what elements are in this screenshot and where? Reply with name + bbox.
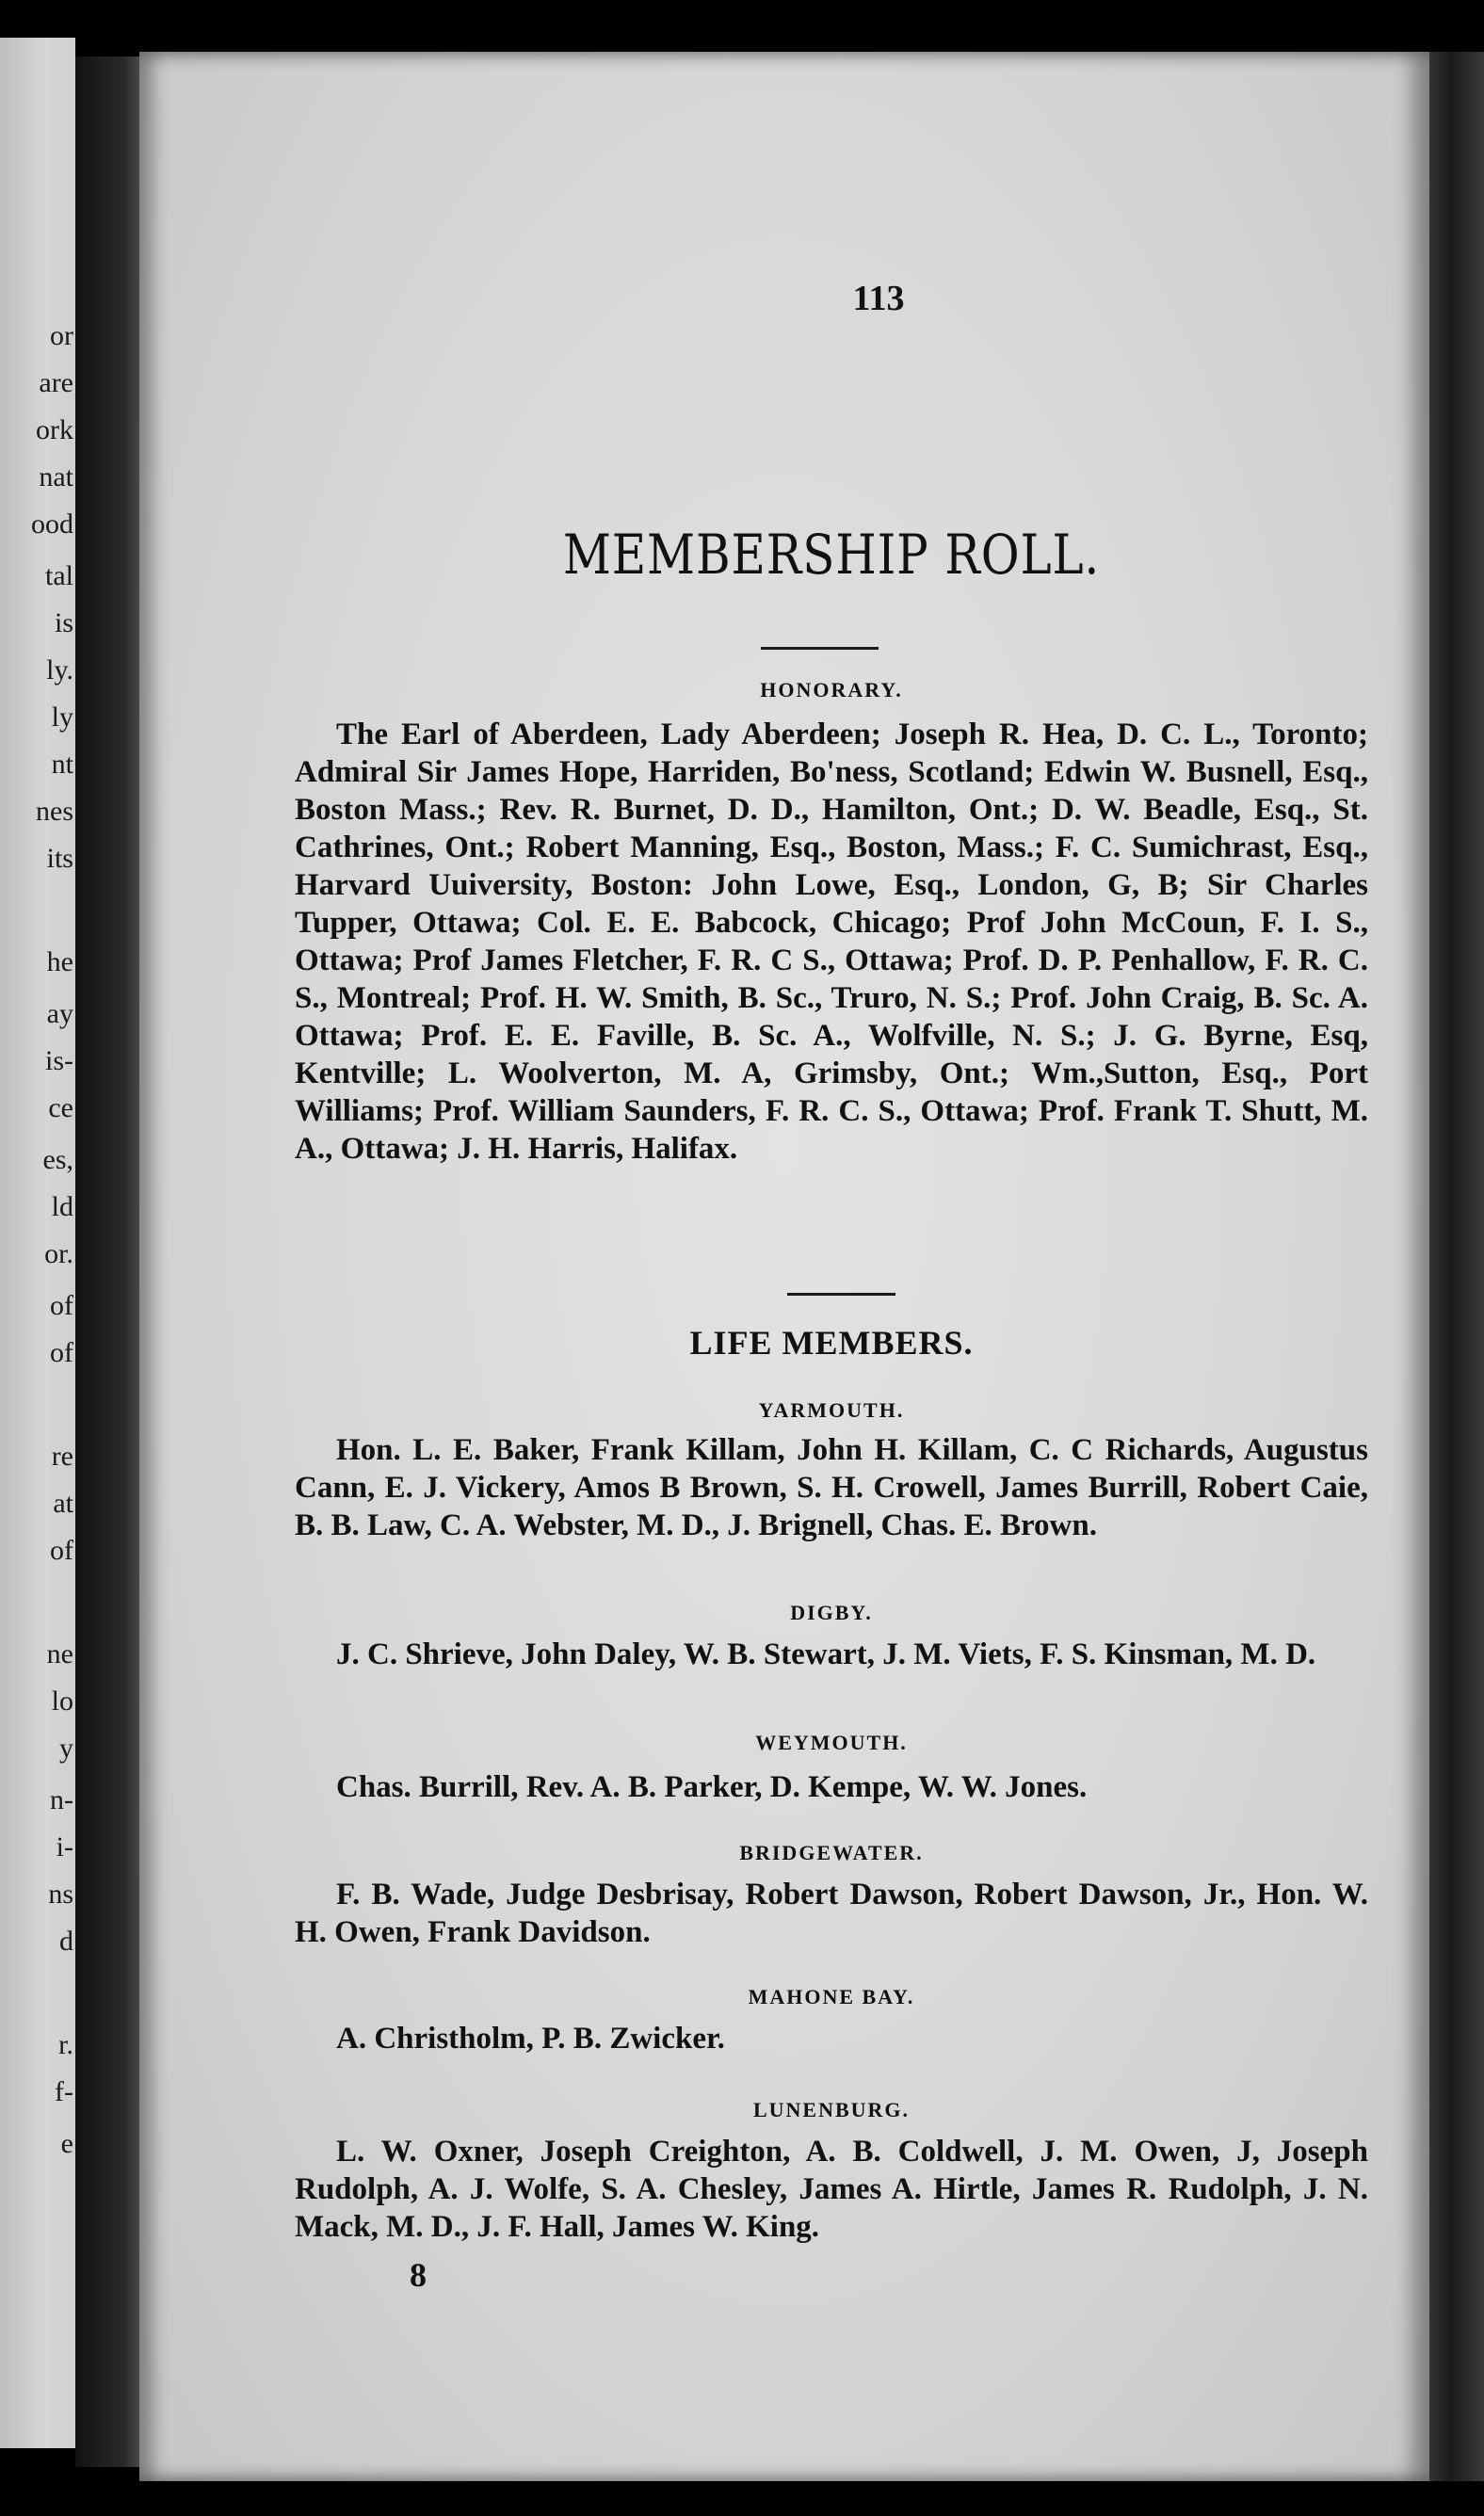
left-page-fragment: ly xyxy=(51,702,73,733)
left-page-fragment: of xyxy=(50,1290,73,1321)
left-page-fragment: ly. xyxy=(46,654,73,685)
left-page-fragment: i- xyxy=(56,1831,73,1863)
left-page-fragment: es, xyxy=(42,1144,73,1175)
left-page-fragment: ce xyxy=(48,1092,73,1123)
left-page-fragment: ne xyxy=(46,1638,73,1669)
left-page-fragment: or xyxy=(50,320,73,351)
page-number: 113 xyxy=(852,279,905,318)
left-page-fragment: r. xyxy=(58,2029,73,2060)
left-page-fragment: ood xyxy=(31,508,73,540)
weymouth-members-text: Chas. Burrill, Rev. A. B. Parker, D. Kempe, W. W. Jones. xyxy=(336,1770,1088,1804)
left-page-fragment: nes xyxy=(36,796,73,827)
left-page-fragment: of xyxy=(50,1337,73,1368)
weymouth-heading: WEYMOUTH. xyxy=(755,1731,908,1754)
signature-mark: 8 xyxy=(410,2256,427,2294)
left-page-fragment: he xyxy=(46,946,73,977)
mahone-bay-members-text: A. Christholm, P. B. Zwicker. xyxy=(336,2022,725,2056)
left-page-fragment: n- xyxy=(50,1784,73,1815)
left-page-fragment: nt xyxy=(51,749,73,780)
bridgewater-members-text: F. B. Wade, Judge Desbrisay, Robert Dawson, Robert Dawson, Jr., Hon. W. H. Owen, Frank Davidson. xyxy=(295,1878,1368,1949)
left-page-fragment: lo xyxy=(51,1685,73,1717)
honorary-heading: HONORARY. xyxy=(760,678,903,702)
section-divider xyxy=(787,1293,895,1296)
bridgewater-heading: BRIDGEWATER. xyxy=(739,1841,924,1864)
yarmouth-members-text: Hon. L. E. Baker, Frank Killam, John H. Killam, C. C Richards, Augustus Cann, E. J. Vickery, Amos B Brown, S. H. Crowell, James Burrill, Robert Caie, B. B. Law, C. A. Webster, M. D., J. Brignell, Chas. E. Brown. xyxy=(295,1433,1368,1542)
left-page-fragment: d xyxy=(59,1926,73,1957)
left-page-fragment: e xyxy=(60,2128,73,2159)
left-page-fragment: re xyxy=(51,1441,73,1472)
left-page-fragment: ork xyxy=(36,414,73,445)
life-members-heading: LIFE MEMBERS. xyxy=(689,1324,974,1362)
left-page-fragment: tal xyxy=(45,560,73,591)
lunenburg-members-text: L. W. Oxner, Joseph Creighton, A. B. Coldwell, J. M. Owen, J, Joseph Rudolph, A. J. Wolfe, S. A. Chesley, James A. Hirtle, James R. Rudolph, J. N. Mack, M. D., J. F. Hall, James W. King. xyxy=(295,2135,1368,2244)
left-page-fragment: is xyxy=(54,607,73,638)
title-rule xyxy=(761,647,879,650)
left-page-fragment: f- xyxy=(55,2076,73,2107)
page-title: MEMBERSHIP ROLL. xyxy=(562,523,1101,587)
left-page-fragment: ay xyxy=(46,998,73,1029)
left-page-fragment: is- xyxy=(45,1045,73,1076)
left-page-fragment: nat xyxy=(39,461,73,492)
left-page-fragment: ld xyxy=(51,1191,73,1222)
lunenburg-heading: LUNENBURG. xyxy=(752,2098,911,2121)
book-gutter xyxy=(75,56,146,2467)
yarmouth-heading: YARMOUTH. xyxy=(758,1398,905,1422)
digby-heading: DIGBY. xyxy=(790,1601,873,1624)
left-page-fragment: are xyxy=(39,367,73,398)
left-page-fragment: of xyxy=(50,1535,73,1566)
left-facing-page xyxy=(0,38,75,2448)
page-113 xyxy=(139,52,1429,2481)
left-page-fragment: ns xyxy=(48,1879,73,1910)
digby-members-text: J. C. Shrieve, John Daley, W. B. Stewart, J. M. Viets, F. S. Kinsman, M. D. xyxy=(336,1637,1316,1671)
left-page-fragment: y xyxy=(59,1733,73,1764)
honorary-members-text: The Earl of Aberdeen, Lady Aberdeen; Joseph R. Hea, D. C. L., Toronto; Admiral Sir James Hope, Harriden, Bo'ness, Scotland; Edwin W. Busnell, Esq., Boston Mass.; Rev. R. Burnet, D. D., Hamilton, Ont.; D. W. Beadle, Esq., St. Cathrines, Ont.; Robert Manning, Esq., Boston, Mass.; F. C. Sumichrast, Esq., Harvard Uuiversity, Boston: John Lowe, Esq., London, G, B; Sir Charles Tupper, Ottawa; Col. E. E. Babcock, Chicago; Prof John McCoun, F. I. S., Ottawa; Prof James Fletcher, F. R. C S., Ottawa; Prof. D. P. Penhallow, F. R. C. S., Montreal; Prof. H. W. Smith, B. Sc., Truro, N. S.; Prof. John Craig, B. Sc. A. Ottawa; Prof. E. E. Faville, B. Sc. A., Wolfville, N. S.; J. G. Byrne, Esq, Kentville; L. Woolverton, M. A, Grimsby, Ont.; Wm.,Sutton, Esq., Port Williams; Prof. William Saunders, F. R. C. S., Ottawa; Prof. Frank T. Shutt, M. A., Ottawa; J. H. Harris, Halifax. xyxy=(295,718,1368,1166)
mahone-bay-heading: MAHONE BAY. xyxy=(748,1985,915,2008)
page-edge-stack xyxy=(1429,52,1484,2481)
left-page-fragment: at xyxy=(53,1488,73,1519)
left-page-fragment: or. xyxy=(44,1238,73,1269)
left-page-fragment: its xyxy=(46,843,73,874)
